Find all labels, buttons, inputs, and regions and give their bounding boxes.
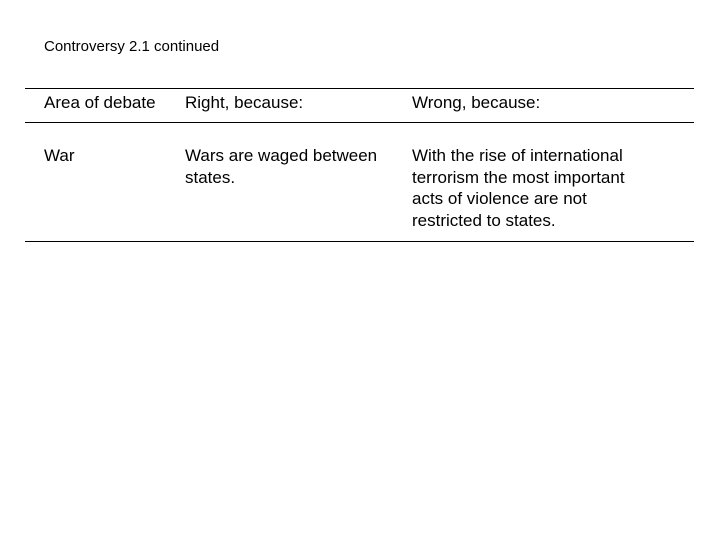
slide-title: Controversy 2.1 continued — [44, 38, 220, 55]
table-header-rule — [25, 122, 694, 123]
header-area-of-debate: Area of debate — [44, 93, 156, 112]
header-right-because: Right, because: — [185, 93, 304, 112]
header-wrong-because: Wrong, because: — [412, 93, 541, 112]
row-right-cell: Wars are waged between states. — [185, 146, 378, 187]
row-area-cell: War — [44, 146, 75, 165]
row-wrong-cell: With the rise of international terrorism the most important acts of violence are not restricted to states. — [412, 146, 625, 230]
table-top-rule — [25, 88, 694, 89]
table-bottom-rule — [25, 241, 694, 242]
